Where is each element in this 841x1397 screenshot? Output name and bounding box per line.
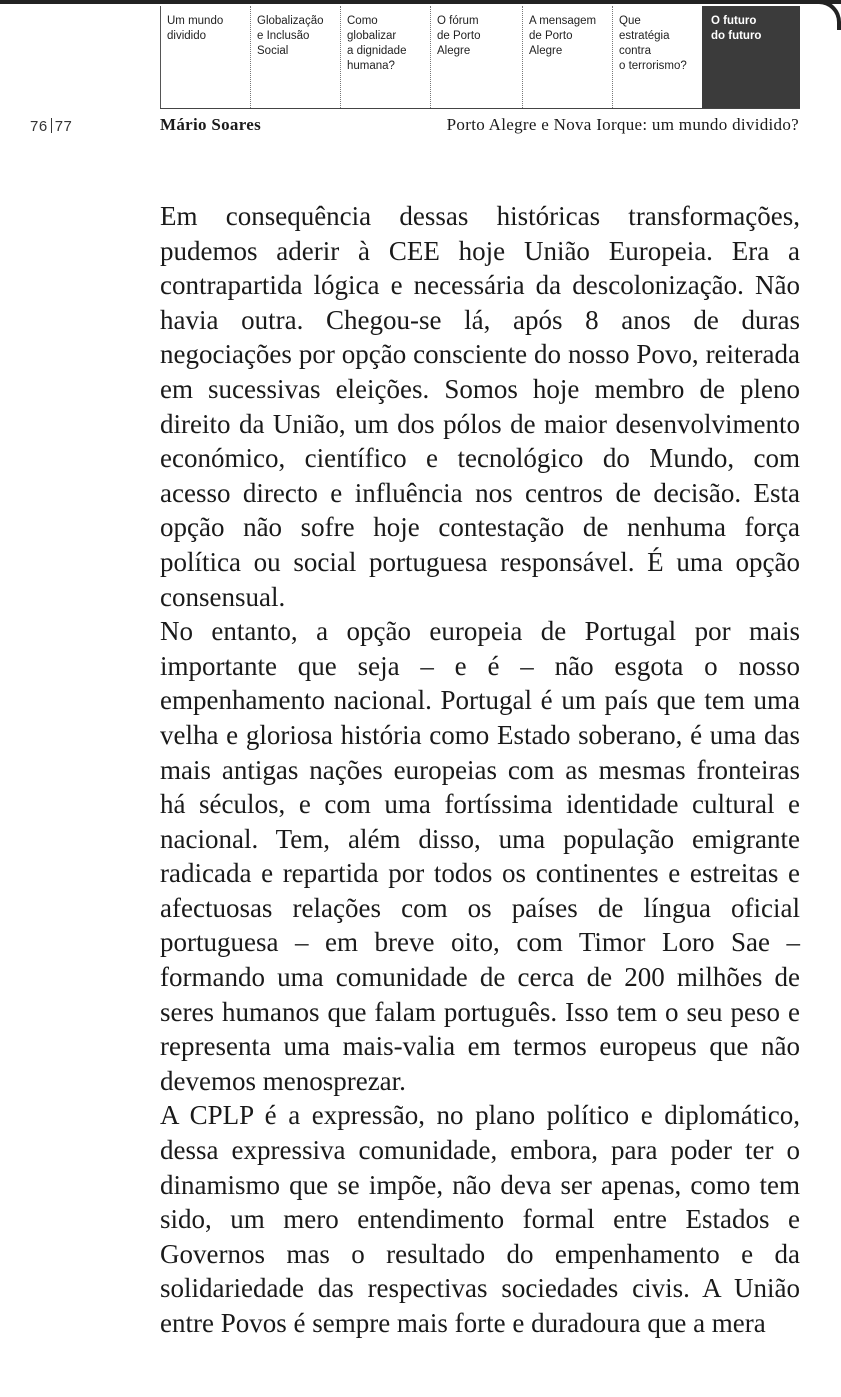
top-rule	[0, 0, 841, 4]
page-number-right: 77	[54, 118, 73, 135]
running-head-author: Mário Soares	[160, 115, 262, 134]
chapter-tab-navigation	[160, 6, 800, 109]
paragraph: A CPLP é a expressão, no plano político e diplomático, dessa expressiva comunidade, embora, para poder ter o dinamismo que se impõe, não deva ser apenas, como tem sido, um mero entendimento formal entre Estados e Governos mas o resultado do empenhamento e da solidariedade das respectivas sociedades civis. A União entre Povos é sempre mais forte e duradoura que a mera	[160, 1100, 800, 1338]
tab-como-globalizar-a-dignidade-humana[interactable]: Como globalizar a dignidade humana?	[340, 6, 430, 108]
tab-um-mundo-dividido[interactable]: Um mundo dividido	[160, 6, 250, 108]
tab-que-estrategia-contra-o-terrorismo[interactable]: Que estratégia contra o terrorismo?	[612, 6, 702, 108]
page-number	[30, 118, 72, 135]
tab-o-futuro-do-futuro[interactable]: O futuro do futuro	[702, 6, 800, 108]
body-text	[160, 199, 800, 1341]
tab-o-forum-de-porto-alegre[interactable]: O fórum de Porto Alegre	[430, 6, 522, 108]
paragraph: No entanto, a opção europeia de Portugal por mais importante que seja – e é – não esgota o nosso empenhamento nacional. Portugal é um país que tem uma velha e gloriosa história como Estado soberano, é uma das mais antigas nações europeias com as mesmas fronteiras há séculos, e com uma fortíssima identidade cultural e nacional. Tem, além disso, uma população emigrante radicada e repartida por todos os continentes e estreitas e afectuosas relações com os países de língua oficial portuguesa – em breve oito, com Timor Loro Sae – formando uma comunidade de cerca de 200 milhões de seres humanos que falam português. Isso tem o seu peso e representa uma mais-valia em termos europeus que não devemos menosprezar.	[160, 616, 800, 1096]
paragraph: Em consequência dessas históricas transformações, pudemos aderir à CEE hoje União Europeia. Era a contrapartida lógica e necessária da descolonização. Não havia outra. Chegou-se lá, após 8 anos de duras negociações por opção consciente do nosso Povo, reiterada em sucessivas eleições. Somos hoje membro de pleno direito da União, um dos pólos de maior desenvolvimento económico, científico e tecnológico do Mundo, com acesso directo e influência nos centros de decisão. Esta opção não sofre hoje contestação de nenhuma força política ou social portuguesa responsável. É uma opção consensual.	[160, 201, 800, 612]
tab-a-mensagem-de-porto-alegre[interactable]: A mensagem de Porto Alegre	[522, 6, 612, 108]
page-number-left: 76	[30, 118, 48, 135]
running-head-chapter-title: Porto Alegre e Nova Iorque: um mundo dividido?	[446, 115, 799, 134]
tab-globalizacao-e-inclusao-social[interactable]: Globalização e Inclusão Social	[250, 6, 340, 108]
page-corner-curl	[819, 0, 841, 30]
page-number-separator	[51, 118, 52, 133]
